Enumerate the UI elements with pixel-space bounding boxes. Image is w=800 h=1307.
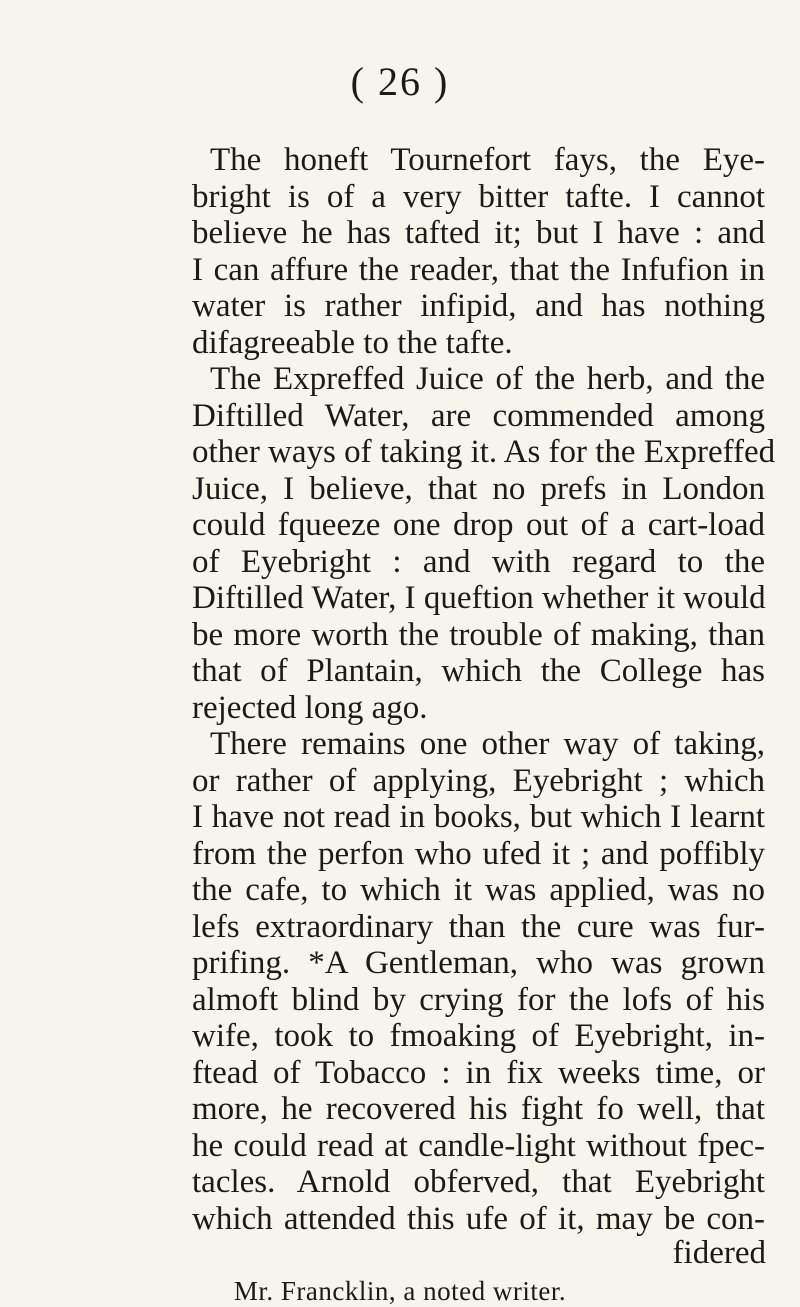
- text-line-4: I can affure the reader, that the Infufion in: [192, 251, 765, 288]
- text-line-18: or rather of applying, Eyebright ; which: [192, 762, 765, 799]
- text-line-25: wife, took to fmoaking of Eyebright, in-: [192, 1018, 765, 1054]
- text-line-28: he could read at candle-light without fpec-: [192, 1127, 765, 1164]
- text-line-22: lefs extraordinary than the cure was fur-: [192, 908, 765, 945]
- catchword: fidered: [672, 1235, 766, 1271]
- footnote: Mr. Francklin, a noted writer.: [233, 1275, 567, 1306]
- text-line-23: prifing. *A Gentleman, who was grown: [192, 945, 765, 981]
- page-number: ( 26 ): [350, 59, 450, 104]
- text-line-1: The honeft Tournefort fays, the Eye-: [210, 142, 765, 178]
- text-line-5: water is rather infipid, and has nothing: [192, 288, 765, 324]
- text-line-11: could fqueeze one drop out of a cart-load: [192, 507, 765, 543]
- text-line-19: I have not read in books, but which I learnt: [192, 799, 765, 835]
- text-line-13: Diftilled Water, I queftion whether it would: [192, 580, 766, 616]
- text-line-7: The Expreffed Juice of the herb, and the: [210, 361, 765, 397]
- text-line-31: which attended this ufe of it, may be con-: [192, 1200, 765, 1237]
- text-line-10: Juice, I believe, that no prefs in London: [192, 470, 765, 507]
- text-line-3: believe he has tafted it; but I have : and: [192, 215, 765, 251]
- text-line-27: more, he recovered his fight fo well, that: [192, 1091, 765, 1127]
- text-line-14: be more worth the trouble of making, than: [192, 616, 765, 653]
- text-line-15: that of Plantain, which the College has: [192, 653, 765, 689]
- text-line-20: from the perfon who ufed it ; and poffibly: [192, 835, 765, 872]
- text-line-12: of Eyebright : and with regard to the: [192, 543, 765, 580]
- text-line-26: ftead of Tobacco : in fix weeks time, or: [192, 1054, 765, 1091]
- text-line-6: difagreeable to the tafte.: [192, 324, 513, 361]
- text-line-16: rejected long ago.: [192, 689, 428, 726]
- text-line-8: Diftilled Water, are commended among: [192, 397, 765, 434]
- text-line-21: the cafe, to which it was applied, was no: [192, 872, 765, 908]
- text-line-24: almoft blind by crying for the lofs of his: [192, 981, 765, 1018]
- text-line-29: tacles. Arnold obferved, that Eyebright: [192, 1164, 765, 1200]
- text-line-2: bright is of a very bitter tafte. I cannot: [192, 178, 765, 215]
- text-line-17: There remains one other way of taking,: [210, 726, 765, 762]
- text-line-9: other ways of taking it. As for the Expreffed: [192, 434, 776, 470]
